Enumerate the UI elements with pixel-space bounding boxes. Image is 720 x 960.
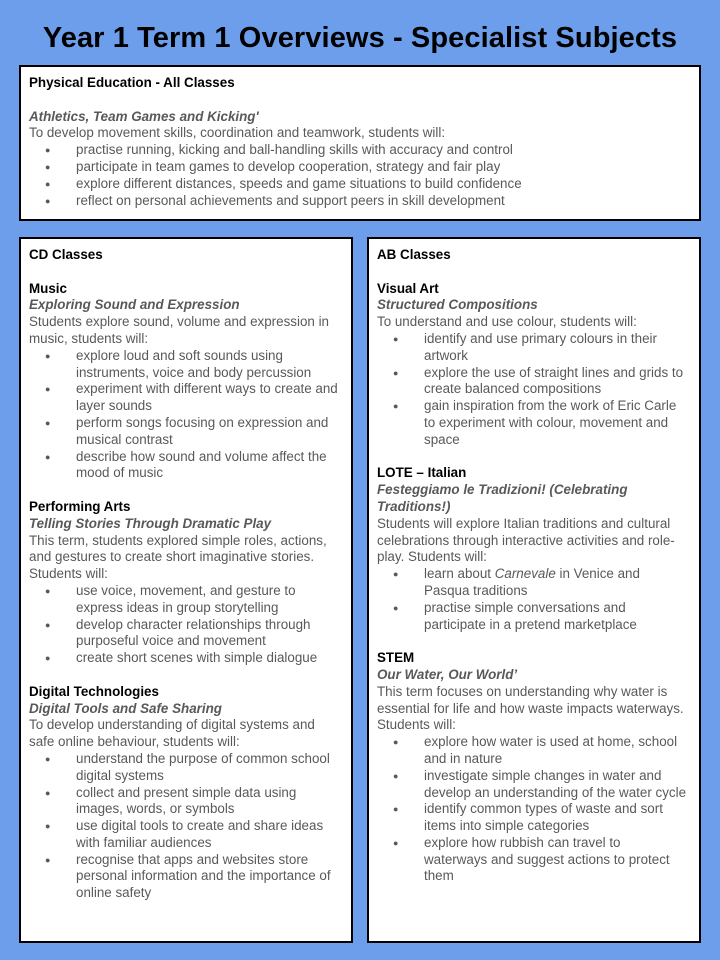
stem-subtitle: Our Water, Our World’ xyxy=(377,666,518,682)
ab-panel xyxy=(367,237,701,943)
list-item: ● identify common types of waste and sort items into simple categories xyxy=(377,801,691,835)
digital-tech-list xyxy=(29,751,343,902)
stem-list xyxy=(377,734,691,885)
list-item: ● use digital tools to create and share ideas with familiar audiences xyxy=(29,818,343,852)
lote-subtitle: Festeggiamo le Tradizioni! (Celebrating Traditions!) xyxy=(377,482,628,514)
pe-list xyxy=(29,142,691,209)
list-item: ● explore how rubbish can travel to waterways and suggest actions to protect them xyxy=(377,835,691,885)
list-item: ● use voice, movement, and gesture to express ideas in group storytelling xyxy=(29,583,343,617)
lote-intro: Students will explore Italian traditions and cultural celebrations through interactive activities and role-play. Students will: xyxy=(377,515,675,565)
list-item: ● develop character relationships through purposeful voice and movement xyxy=(29,617,343,651)
list-item: ● explore how water is used at home, school and in nature xyxy=(377,734,691,768)
lote-title: LOTE – Italian xyxy=(377,465,467,481)
carnevale-term: Carnevale xyxy=(494,566,556,582)
list-item: ● describe how sound and volume affect the mood of music xyxy=(29,449,343,483)
music-list xyxy=(29,348,343,482)
visual-art-title: Visual Art xyxy=(377,280,439,296)
visual-art-subtitle: Structured Compositions xyxy=(377,297,538,313)
stem-section xyxy=(377,650,691,885)
stem-title: STEM xyxy=(377,650,415,666)
list-item: ● collect and present simple data using images, words, or symbols xyxy=(29,785,343,819)
list-item: ● experiment with different ways to create and layer sounds xyxy=(29,381,343,415)
pe-intro: To develop movement skills, coordination and teamwork, students will: xyxy=(29,125,446,141)
visual-art-intro: To understand and use colour, students will: xyxy=(377,314,637,330)
lote-list xyxy=(377,566,691,633)
list-item: ● create short scenes with simple dialogue xyxy=(29,650,343,667)
list-item: ● investigate simple changes in water and develop an understanding of the water cycle xyxy=(377,768,691,802)
list-item: ● reflect on personal achievements and support peers in skill development xyxy=(29,193,691,210)
music-title: Music xyxy=(29,280,67,296)
list-item: ● recognise that apps and websites store personal information and the importance of online safety xyxy=(29,852,343,902)
performing-arts-subtitle: Telling Stories Through Dramatic Play xyxy=(29,515,272,531)
pe-heading: Physical Education - All Classes xyxy=(29,75,235,90)
stem-intro2: Students will: xyxy=(377,717,456,733)
performing-arts-intro2: Students will: xyxy=(29,566,108,582)
performing-arts-section xyxy=(29,499,343,667)
ab-heading: AB Classes xyxy=(377,247,451,262)
music-intro: Students explore sound, volume and expression in music, students will: xyxy=(29,314,329,346)
list-item: ● identify and use primary colours in their artwork xyxy=(377,331,691,365)
list-item xyxy=(377,566,691,600)
list-item: ● practise simple conversations and participate in a pretend marketplace xyxy=(377,600,691,634)
lote-item1-post: in Venice and Pasqua traditions xyxy=(424,566,640,598)
cd-panel xyxy=(19,237,353,943)
visual-art-section xyxy=(377,281,691,449)
digital-tech-intro: To develop understanding of digital systems and safe online behaviour, students will: xyxy=(29,717,315,750)
digital-tech-title: Digital Technologies xyxy=(29,683,159,699)
pe-panel xyxy=(19,65,701,221)
list-item: ● gain inspiration from the work of Eric Carle to experiment with colour, movement and space xyxy=(377,398,691,448)
list-item: ● explore loud and soft sounds using instruments, voice and body percussion xyxy=(29,348,343,382)
stem-intro: This term focuses on understanding why water is essential for life and how waste impacts waterways. xyxy=(377,683,684,716)
music-section xyxy=(29,281,343,483)
digital-tech-section xyxy=(29,684,343,902)
performing-arts-title: Performing Arts xyxy=(29,498,131,514)
list-item: ● participate in team games to develop cooperation, strategy and fair play xyxy=(29,159,691,176)
pe-subtitle: Athletics, Team Games and Kicking' xyxy=(29,108,259,124)
list-item: ● perform songs focusing on expression and musical contrast xyxy=(29,415,343,449)
lote-item1-pre: learn about xyxy=(424,566,495,582)
list-item: ● practise running, kicking and ball-handling skills with accuracy and control xyxy=(29,142,691,159)
visual-art-list xyxy=(377,331,691,449)
digital-tech-subtitle: Digital Tools and Safe Sharing xyxy=(29,700,222,716)
list-item: ● explore different distances, speeds and game situations to build confidence xyxy=(29,176,691,193)
music-subtitle: Exploring Sound and Expression xyxy=(29,297,240,313)
lote-section xyxy=(377,465,691,633)
list-item: ● explore the use of straight lines and grids to create balanced compositions xyxy=(377,365,691,399)
page-title: Year 1 Term 1 Overviews - Specialist Subjects xyxy=(42,22,678,54)
cd-heading: CD Classes xyxy=(29,247,103,262)
performing-arts-list xyxy=(29,583,343,667)
list-item: ● understand the purpose of common school digital systems xyxy=(29,751,343,785)
performing-arts-intro: This term, students explored simple roles, actions, and gestures to create short imaginative stories. xyxy=(29,532,327,565)
